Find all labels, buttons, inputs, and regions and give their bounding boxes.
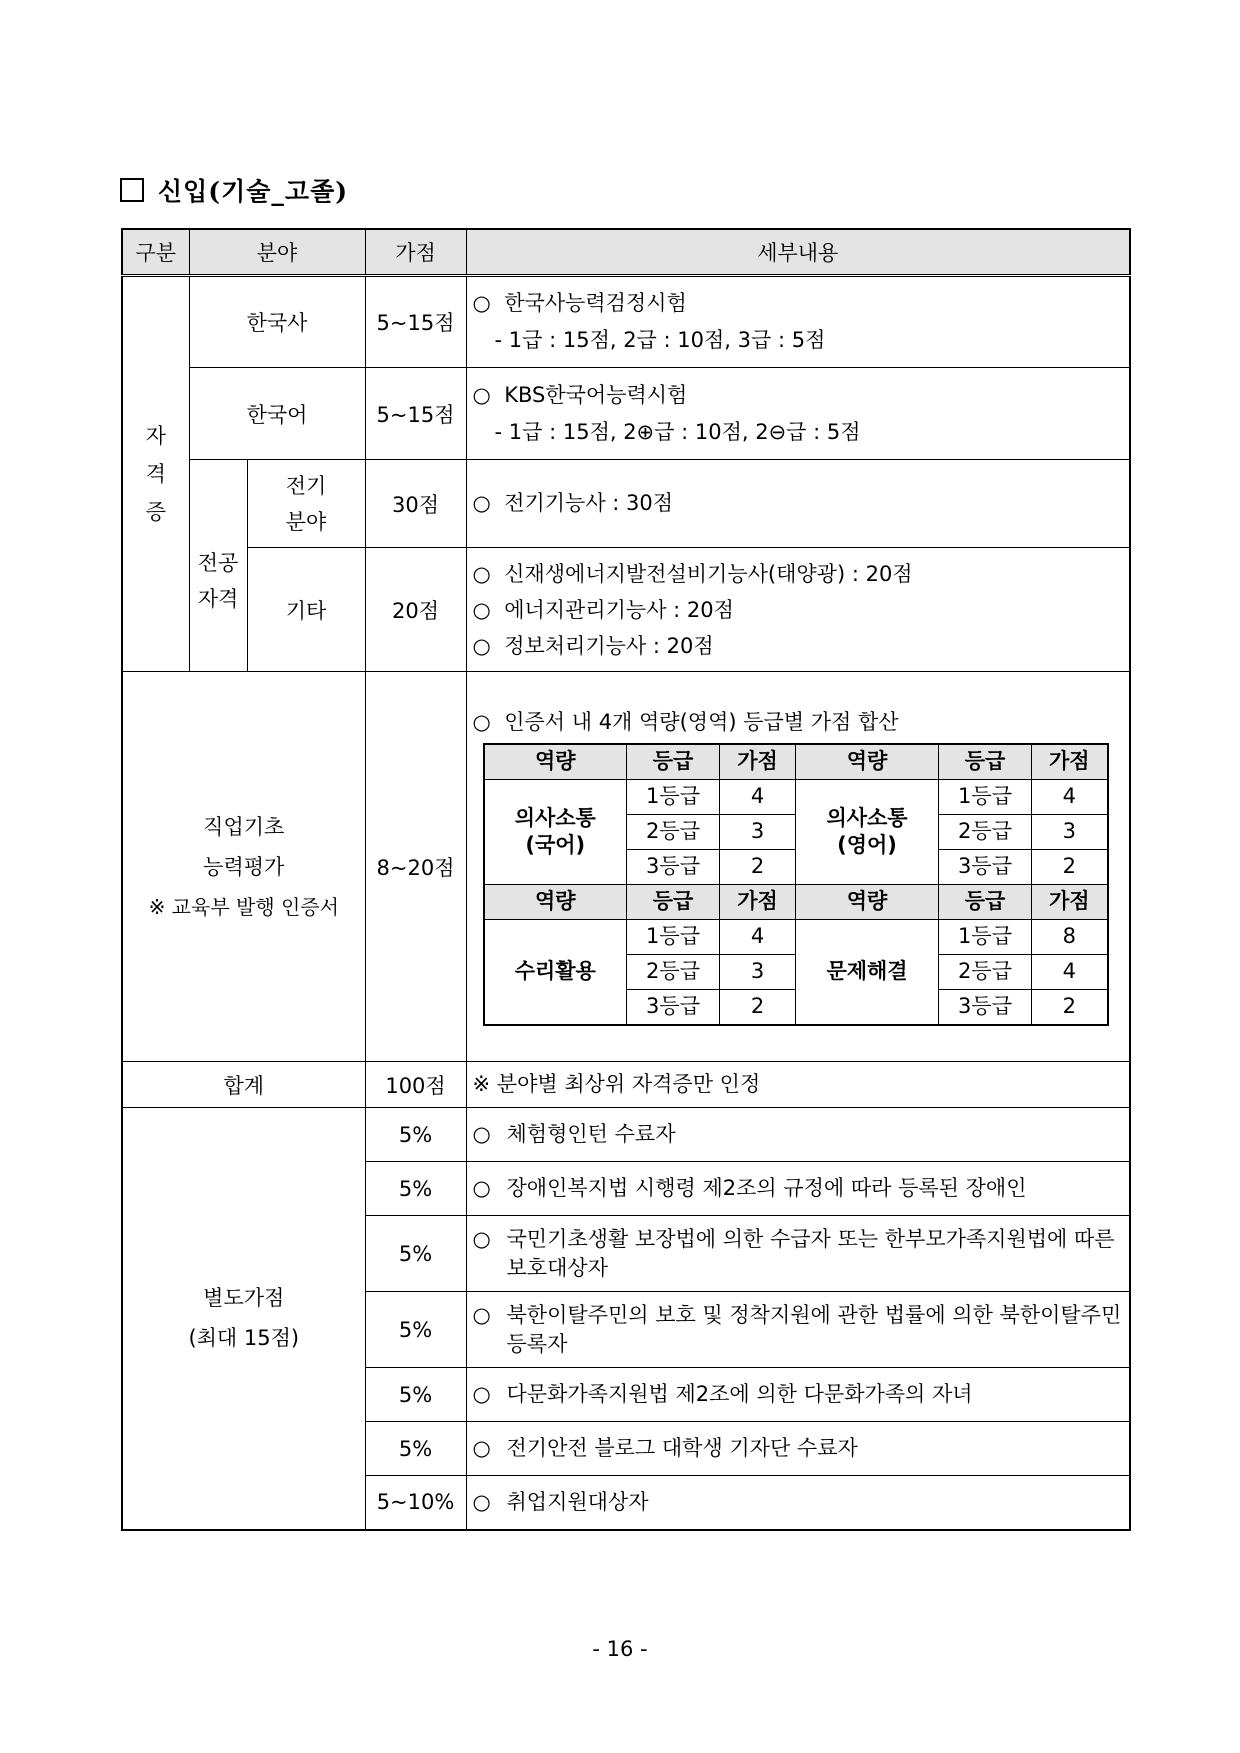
header-details: 세부내용: [466, 229, 1130, 276]
points-cell: 5%: [365, 1422, 466, 1476]
points-cell: 5%: [365, 1292, 466, 1368]
points-cell: 5~10%: [365, 1476, 466, 1530]
points-cell: 5%: [365, 1368, 466, 1422]
extra-label: 별도가점 (최대 15점): [122, 1108, 365, 1530]
detail-cell: ○ 신재생에너지발전설비기능사(태양광) : 20점 ○ 에너지관리기능사 : 20점 ○ 정보처리기능사 : 20점: [466, 548, 1130, 672]
points-cell: 5%: [365, 1216, 466, 1292]
bonus-points-table: [121, 228, 1131, 1531]
points-cell: 100점: [365, 1062, 466, 1108]
vocational-label: 직업기초 능력평가 ※ 교육부 발행 인증서: [122, 672, 365, 1062]
header-points: 가점: [365, 229, 466, 276]
points-cell: 30점: [365, 460, 466, 548]
section-title: 신입(기술_고졸): [120, 172, 348, 208]
table-row: [122, 672, 1130, 1062]
table-row: [122, 460, 1130, 548]
points-cell: 5~15점: [365, 368, 466, 460]
competency-math: 수리활용: [484, 920, 627, 1026]
table-row: [122, 1062, 1130, 1108]
checkbox-square-icon: [120, 178, 144, 202]
competency-comm-eng: 의사소통 (영어): [796, 780, 939, 885]
major-label: 전공 자격: [189, 460, 247, 672]
detail-cell: ○ 장애인복지법 시행령 제2조의 규정에 따라 등록된 장애인: [466, 1162, 1130, 1216]
detail-cell: ○ 다문화가족지원법 제2조에 의한 다문화가족의 자녀: [466, 1368, 1130, 1422]
detail-cell: ○ 한국사능력검정시험 - 1급 : 15점, 2급 : 10점, 3급 : 5점: [466, 276, 1130, 368]
detail-cell: ○ 취업지원대상자: [466, 1476, 1130, 1530]
field-cell: 한국사: [189, 276, 365, 368]
header-category: 구분: [122, 229, 189, 276]
field-cell: 전기 분야: [247, 460, 365, 548]
points-cell: 20점: [365, 548, 466, 672]
competency-comm-kor: 의사소통 (국어): [484, 780, 627, 885]
table-row: [122, 1108, 1130, 1162]
detail-cell: ○ 국민기초생활 보장법에 의한 수급자 또는 한부모가족지원법에 따른 보호대상자: [466, 1216, 1130, 1292]
detail-cell: ※ 분야별 최상위 자격증만 인정: [466, 1062, 1130, 1108]
table-row: [122, 548, 1130, 672]
table-header-row: [122, 229, 1130, 276]
field-cell: 기타: [247, 548, 365, 672]
license-category: 자 격 증: [122, 276, 189, 672]
field-cell: 한국어: [189, 368, 365, 460]
table-row: [122, 276, 1130, 368]
detail-cell: ○ KBS한국어능력시험 - 1급 : 15점, 2⊕급 : 10점, 2⊖급 : 5점: [466, 368, 1130, 460]
detail-cell: ○ 전기기능사 : 30점: [466, 460, 1130, 548]
points-cell: 5~15점: [365, 276, 466, 368]
header-field: 분야: [189, 229, 365, 276]
total-label: 합계: [122, 1062, 365, 1108]
points-cell: 5%: [365, 1162, 466, 1216]
detail-cell: ○ 체험형인턴 수료자: [466, 1108, 1130, 1162]
detail-cell: ○ 인증서 내 4개 역량(영역) 등급별 가점 합산 역량 등급 가점 역량 등급 가점 의사소통 (국어) 1등급 4 의사소통 (영어) 1등급 4 2등급 3 2등급 3 3등급 2 3등급 2 역량 등급 가점 역량 등급 가점 수리활용 1등급 4 문제해결 1등급 8 2등급 3 2등급 4 3등급 2 3등급 2: [466, 672, 1130, 1062]
table-row: [122, 368, 1130, 460]
detail-cell: ○ 전기안전 블로그 대학생 기자단 수료자: [466, 1422, 1130, 1476]
points-cell: 8~20점: [365, 672, 466, 1062]
points-cell: 5%: [365, 1108, 466, 1162]
page-number: - 16 -: [592, 1637, 648, 1661]
detail-cell: ○ 북한이탈주민의 보호 및 정착지원에 관한 법률에 의한 북한이탈주민등록자: [466, 1292, 1130, 1368]
competency-problem: 문제해결: [796, 920, 939, 1026]
grade-table: 역량 등급 가점 역량 등급 가점 의사소통 (국어) 1등급 4 의사소통 (영어) 1등급 4 2등급 3 2등급 3 3등급 2 3등급 2 역량 등급 가점 역량 등급 가점 수리활용 1등급 4 문제해결 1등급 8 2등급 3 2등급 4 3등급 2 3등급 2: [483, 743, 1109, 1026]
